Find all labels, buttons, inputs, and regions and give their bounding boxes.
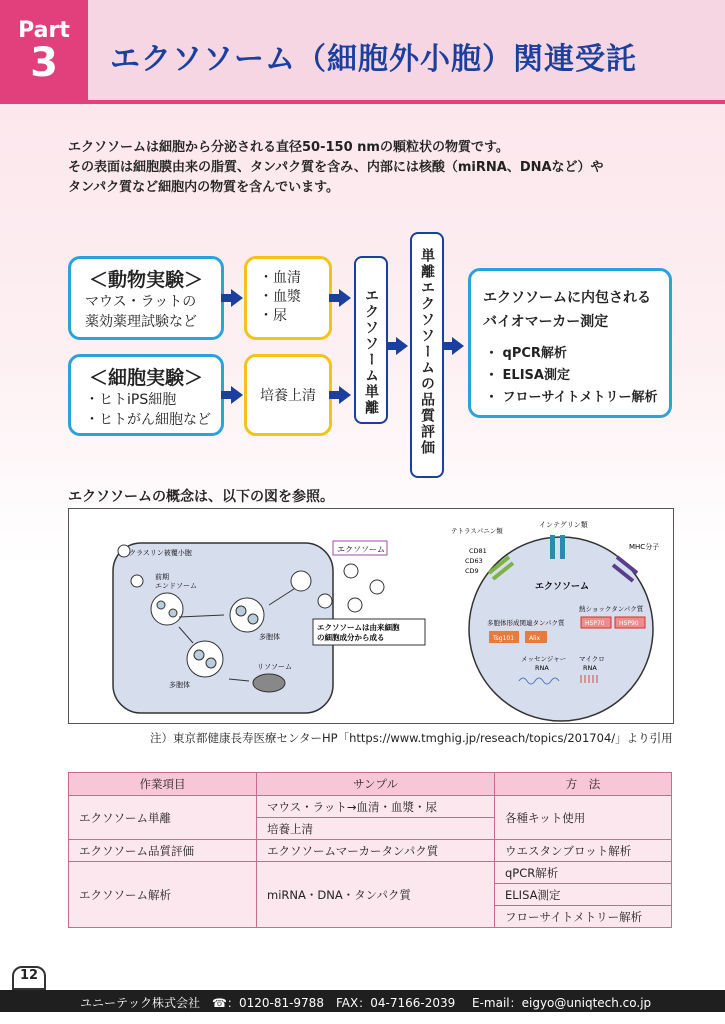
label-mvb-proteins: 多胞体形成関連タンパク質 <box>487 619 565 627</box>
arrow-right-icon <box>231 289 243 307</box>
cell-line: ・ヒトがん細胞など <box>85 412 211 428</box>
table-header: サンプル <box>257 773 495 796</box>
culture-supernatant-box <box>244 354 332 436</box>
label-exosome: エクソソーム <box>337 545 385 554</box>
table-cell: ELISA測定 <box>495 884 672 906</box>
vesicle <box>169 609 177 617</box>
secreted-exosome <box>318 594 332 608</box>
table-cell: ウエスタンブロット解析 <box>495 840 672 862</box>
biomarker-list <box>471 331 669 409</box>
quality-label: 単離エクソソームの品質評価 <box>419 248 435 456</box>
intro-line: エクソソームは細胞から分泌される直径50-150 nmの顆粒状の物質です。 <box>68 140 509 155</box>
table-header: 作業項目 <box>69 773 257 796</box>
vesicle <box>236 606 246 616</box>
multivesicular-body <box>230 598 264 632</box>
table-cell: 培養上清 <box>257 818 495 840</box>
arrow-right-icon <box>339 289 351 307</box>
intro-line: タンパク質など細胞内の物質を含んでいます。 <box>68 180 340 195</box>
cell-heading: ＜細胞実験＞ <box>88 367 203 389</box>
secreted-exosome <box>370 580 384 594</box>
secreted-exosome <box>344 564 358 578</box>
concept-heading: エクソソームの概念は、以下の図を参照。 <box>68 489 334 505</box>
list-item: ・血漿 <box>259 289 301 305</box>
arrow-right-icon <box>231 386 243 404</box>
endocytic-vesicle <box>131 575 143 587</box>
label-cd63: CD63 <box>465 557 483 565</box>
arrow-right-icon <box>339 386 351 404</box>
source-note: 注）東京都健康長寿医療センターHP「https://www.tmghig.jp/reseach/topics/201704/」より引用 <box>150 731 673 745</box>
table-cell: qPCR解析 <box>495 862 672 884</box>
label-mirna: マイクロ <box>579 655 605 663</box>
company-name: ユニーテック株式会社 <box>80 996 201 1010</box>
intro-paragraph <box>68 138 668 198</box>
multivesicular-body <box>187 641 223 677</box>
culture-supernatant-label: 培養上清 <box>260 388 316 404</box>
biomarker-box <box>468 268 672 418</box>
biomarker-heading: エクソソームに内包される <box>483 290 651 306</box>
email-link[interactable]: E-mail：eigyo@uniqtech.co.jp <box>472 996 652 1010</box>
table-row <box>69 796 672 818</box>
lysosome <box>253 674 285 692</box>
label-alix: Alix <box>529 635 540 642</box>
label-cd81: CD81 <box>469 547 487 555</box>
list-item: ・血清 <box>259 270 301 286</box>
label-early-endosome: 前期 <box>155 573 169 581</box>
part-number: 3 <box>30 40 58 86</box>
label-mrna: メッセンジャー <box>521 655 567 663</box>
early-endosome <box>151 593 183 625</box>
table-cell: エクソソーム単離 <box>69 796 257 840</box>
exosome-concept-figure <box>68 508 674 724</box>
page-number: 12 <box>12 966 46 990</box>
integrin-marker <box>550 535 555 559</box>
cell-experiment-box <box>68 354 224 436</box>
label-exosome-center: エクソソーム <box>535 582 590 592</box>
label-hsp: 熱ショックタンパク質 <box>579 605 644 613</box>
table-header: 方 法 <box>495 773 672 796</box>
table-header-row <box>69 773 672 796</box>
callout-text: の細胞成分から成る <box>317 633 385 642</box>
cell-body <box>113 543 333 713</box>
arrow-right-icon <box>396 337 408 355</box>
integrin-marker <box>560 535 565 559</box>
list-item: ・ ELISA測定 <box>485 368 570 383</box>
label-mirna: RNA <box>583 664 597 672</box>
animal-line: 薬効薬理試験など <box>85 314 197 330</box>
header-band <box>0 0 725 100</box>
biomarker-heading-2: バイオマーカー測定 <box>483 314 609 330</box>
animal-line: マウス・ラットの <box>85 294 197 310</box>
part-label: Part <box>18 18 70 43</box>
label-mrna: RNA <box>535 664 549 672</box>
label-tsg101: Tsg101 <box>493 635 515 642</box>
fax-number: FAX：04-7166-2039 <box>336 996 456 1010</box>
cell-line: ・ヒトiPS細胞 <box>85 392 177 408</box>
table-cell: マウス・ラット→血清・血漿・尿 <box>257 796 495 818</box>
footer-bar <box>0 990 725 1012</box>
isolation-label: エクソソーム単離 <box>363 288 379 416</box>
part-badge <box>0 0 88 100</box>
label-hsp70: HSP70 <box>585 620 605 627</box>
vesicle <box>157 601 165 609</box>
animal-heading: ＜動物実験＞ <box>88 269 203 291</box>
vesicle <box>206 658 216 668</box>
label-mhc: MHC分子 <box>629 543 660 551</box>
label-tetraspanin: テトラスパニン類 <box>451 527 503 535</box>
list-item: ・ フローサイトメトリー解析 <box>485 390 658 405</box>
isolation-step-box <box>354 256 388 424</box>
body-fluid-samples-box <box>244 256 332 340</box>
page-title: エクソソーム（細胞外小胞）関連受託 <box>110 42 637 77</box>
exosome-diagram <box>69 509 674 724</box>
table-cell: フローサイトメトリー解析 <box>495 906 672 928</box>
arrow-right-icon <box>452 337 464 355</box>
vesicle <box>194 650 204 660</box>
label-mvb: 多胞体 <box>169 681 190 689</box>
intro-line: その表面は細胞膜由来の脂質、タンパク質を含み、内部には核酸（miRNA、DNAなど）や <box>68 160 604 175</box>
secreted-exosome <box>291 571 311 591</box>
animal-experiment-box <box>68 256 224 340</box>
label-early-endosome: エンドソーム <box>155 582 197 590</box>
table-cell: エクソソームマーカータンパク質 <box>257 840 495 862</box>
label-hsp90: HSP90 <box>619 620 639 627</box>
callout-text: エクソソームは由来細胞 <box>317 623 400 632</box>
table-cell: エクソソーム解析 <box>69 862 257 928</box>
phone-number: ☎：0120-81-9788 <box>212 996 324 1010</box>
table-cell: 各種キット使用 <box>495 796 672 840</box>
table-row <box>69 840 672 862</box>
header-divider <box>0 100 725 104</box>
service-table <box>68 772 672 928</box>
table-row <box>69 862 672 884</box>
table-cell: miRNA・DNA・タンパク質 <box>257 862 495 928</box>
table-cell: エクソソーム品質評価 <box>69 840 257 862</box>
label-cd9: CD9 <box>465 567 479 575</box>
label-clathrin: クラスリン被覆小胞 <box>129 549 192 557</box>
quality-evaluation-box <box>410 232 444 478</box>
vesicle <box>248 614 258 624</box>
label-lysosome: リソソーム <box>257 663 292 671</box>
list-item: ・尿 <box>259 308 287 324</box>
label-integrin: インテグリン類 <box>539 521 588 529</box>
list-item: ・ qPCR解析 <box>485 346 567 361</box>
label-mvb: 多胞体 <box>259 633 280 641</box>
body-fluid-list <box>247 259 329 326</box>
secreted-exosome <box>348 598 362 612</box>
